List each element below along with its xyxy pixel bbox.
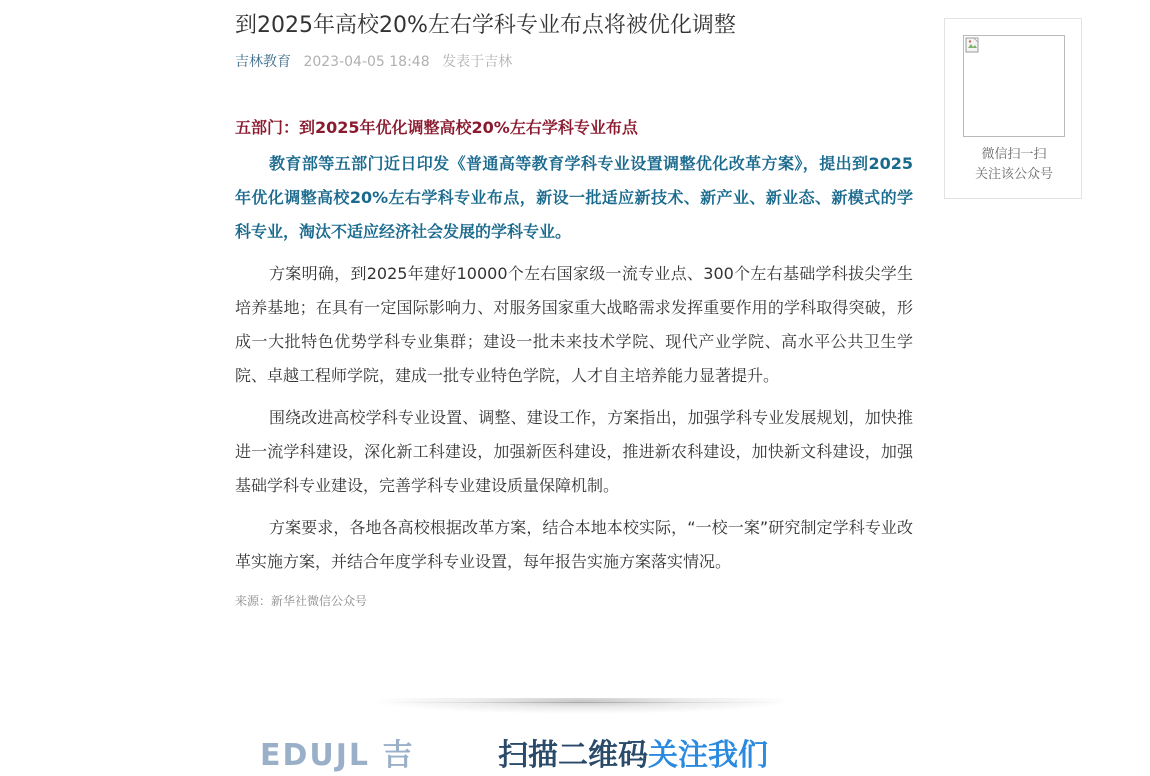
qr-code-image[interactable] (963, 35, 1065, 137)
article-source: 来源：新华社微信公众号 (235, 594, 368, 608)
article-meta (235, 52, 913, 72)
banner-highlight: 关注我们 (648, 738, 768, 773)
body-paragraph-3: 方案要求，各地各高校根据改革方案，结合本地本校实际，“一校一案”研究制定学科专业改革实施方案，并结合年度学科专业设置，每年报告实施方案落实情况。 (235, 518, 913, 571)
lead-paragraph: 教育部等五部门近日印发《普通高等教育学科专业设置调整优化改革方案》，提出到2025年优化调整高校20%左右学科专业布点，新设一批适应新技术、新产业、新业态、新模式的学科专业，淘汰不适应经济社会发展的学科专业。 (235, 154, 913, 241)
publish-date: 2023-04-05 18:48 (303, 54, 430, 70)
author-link[interactable]: 吉林教育 (235, 54, 291, 70)
shadow-divider (370, 698, 795, 714)
brand-logo: EDUJL 吉 (260, 738, 415, 773)
article-content (235, 0, 913, 611)
divider-line (380, 702, 785, 703)
article-subheading: 五部门：到2025年优化调整高校20%左右学科专业布点 (235, 118, 638, 137)
banner-text: 扫描二维码 (498, 738, 648, 773)
article-title: 到2025年高校20%左右学科专业布点将被优化调整 (235, 13, 736, 38)
qr-caption-line-1: 微信扫一扫 (981, 147, 1047, 162)
qr-caption-line-2: 关注该公众号 (974, 167, 1053, 182)
body-paragraph-1: 方案明确，到2025年建好10000个左右国家级一流专业点、300个左右基础学科拔尖学生培养基地；在具有一定国际影响力、对服务国家重大战略需求发挥重要作用的学科取得突破，形成一大批特色优势学科专业集群；建设一批未来技术学院、现代产业学院、高水平公共卫生学院、卓越工程师学院，建成一批专业特色学院，人才自主培养能力显著提升。 (235, 264, 913, 385)
follow-banner (260, 736, 768, 776)
qr-caption (945, 145, 1083, 185)
qr-code-panel (944, 18, 1082, 199)
publish-location: 发表于吉林 (442, 54, 513, 70)
broken-image-icon (965, 37, 981, 53)
body-paragraph-2: 围绕改进高校学科专业设置、调整、建设工作，方案指出，加强学科专业发展规划，加快推进一流学科建设，深化新工科建设，加强新医科建设，推进新农科建设，加快新文科建设，加强基础学科专业建设，完善学科专业建设质量保障机制。 (235, 408, 913, 495)
